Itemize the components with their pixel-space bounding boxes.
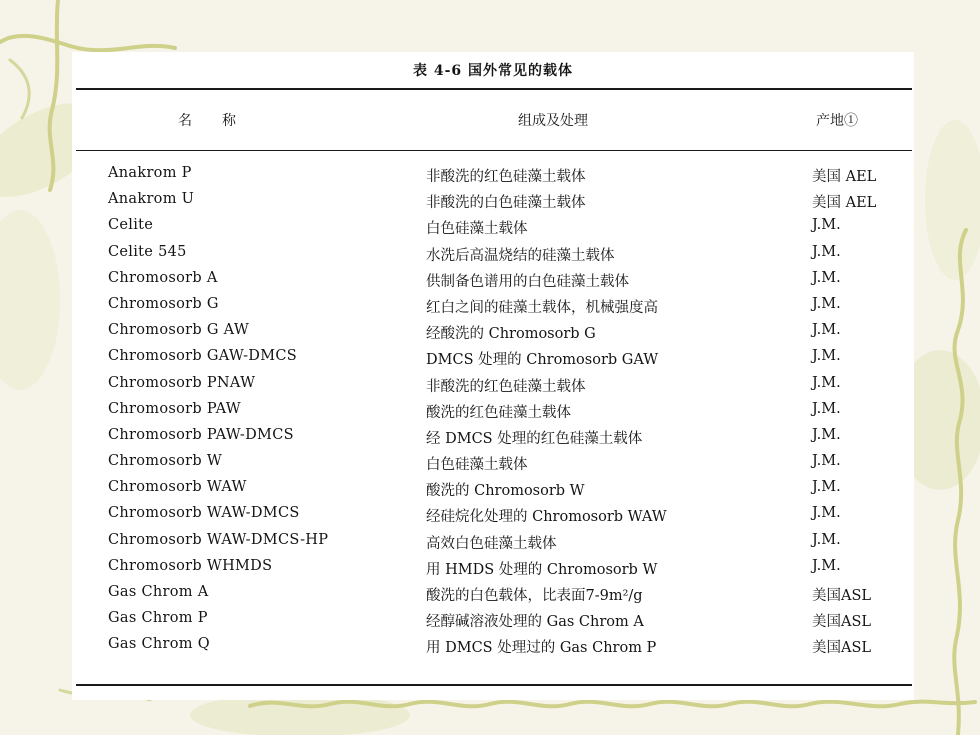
- cell-composition: 红白之间的硅藻土载体，机械强度高: [426, 299, 658, 316]
- cell-origin: J.M.: [812, 348, 841, 365]
- cell-composition: 供制备色谱用的白色硅藻土载体: [426, 273, 629, 290]
- cell-composition: 经酸洗的 Chromosorb G: [426, 326, 596, 343]
- cell-name: Anakrom U: [108, 191, 195, 208]
- cell-origin: J.M.: [812, 426, 841, 443]
- cell-composition: 用 HMDS 处理的 Chromosorb W: [426, 561, 658, 578]
- cell-composition: 经醇碱溶液处理的 Gas Chrom A: [426, 614, 644, 631]
- cell-composition: 酸洗的白色载体，比表面7-9m²/g: [426, 588, 643, 604]
- table-row: [72, 162, 914, 188]
- cell-name: Chromosorb GAW-DMCS: [108, 348, 297, 365]
- cell-name: Chromosorb WAW-DMCS-HP: [108, 531, 329, 548]
- table-caption: 表 4-6 国外常见的载体: [412, 63, 574, 79]
- cell-origin: J.M.: [812, 295, 841, 312]
- cell-name: Chromosorb W: [108, 453, 223, 470]
- leaf-decoration: [925, 120, 980, 280]
- cell-composition: 非酸洗的红色硅藻土载体: [426, 169, 586, 185]
- cell-name: Chromosorb WHMDS: [108, 557, 273, 574]
- table-bottom-rule: [76, 684, 912, 686]
- cell-origin: J.M.: [812, 400, 841, 417]
- table-row: [72, 319, 914, 345]
- cell-origin: 美国 AEL: [812, 195, 877, 212]
- vine-stroke: [10, 60, 29, 118]
- cell-name: Chromosorb PAW: [108, 400, 241, 417]
- cell-origin: J.M.: [812, 479, 841, 496]
- cell-name: Chromosorb WAW: [108, 479, 247, 496]
- cell-composition: DMCS 处理的 Chromosorb GAW: [426, 352, 659, 369]
- cell-composition: 水洗后高温烧结的硅藻土载体: [426, 247, 615, 264]
- table-row: [72, 398, 914, 424]
- cell-composition: 经硅烷化处理的 Chromosorb WAW: [426, 509, 667, 526]
- table-row: [72, 450, 914, 476]
- cell-composition: 白色硅藻土载体: [426, 221, 528, 238]
- cell-origin: J.M.: [812, 322, 841, 339]
- table-row: [72, 476, 914, 502]
- cell-composition: 酸洗的红色硅藻土载体: [426, 404, 571, 421]
- table-row: [72, 633, 914, 659]
- cell-composition: 非酸洗的白色硅藻土载体: [426, 195, 586, 212]
- cell-name: Anakrom P: [108, 165, 192, 181]
- cell-composition: 酸洗的 Chromosorb W: [426, 483, 585, 500]
- table-header-rule: [76, 150, 912, 151]
- table-row: [72, 188, 914, 214]
- table-row: [72, 607, 914, 633]
- table-row: [72, 214, 914, 240]
- cell-origin: 美国 AEL: [812, 169, 877, 185]
- cell-origin: J.M.: [812, 374, 841, 391]
- cell-name: Celite 545: [108, 243, 187, 260]
- table-row: [72, 555, 914, 581]
- table-row: [72, 581, 914, 607]
- table-row: [72, 293, 914, 319]
- table-top-rule: [76, 88, 912, 90]
- cell-origin: 美国ASL: [812, 640, 872, 657]
- cell-origin: J.M.: [812, 557, 841, 574]
- cell-name: Chromosorb PAW-DMCS: [108, 426, 294, 443]
- cell-origin: J.M.: [812, 217, 841, 234]
- cell-origin: J.M.: [812, 243, 841, 260]
- table-page: [72, 52, 914, 700]
- cell-name: Celite: [108, 217, 154, 234]
- cell-origin: 美国ASL: [812, 614, 872, 631]
- header-composition: 组成及处理: [518, 113, 588, 129]
- cell-composition: 经 DMCS 处理的红色硅藻土载体: [426, 430, 643, 447]
- table-body: [72, 162, 914, 660]
- cell-origin: J.M.: [812, 453, 841, 470]
- cell-origin: J.M.: [812, 269, 841, 286]
- table-row: [72, 372, 914, 398]
- cell-composition: 用 DMCS 处理过的 Gas Chrom P: [426, 640, 657, 657]
- cell-composition: 非酸洗的红色硅藻土载体: [426, 378, 586, 395]
- table-row: [72, 529, 914, 555]
- table-row: [72, 424, 914, 450]
- header-origin: 产地①: [816, 113, 858, 129]
- cell-name: Gas Chrom A: [108, 584, 209, 600]
- table-row: [72, 502, 914, 528]
- table-row: [72, 345, 914, 371]
- cell-origin: J.M.: [812, 505, 841, 522]
- table-row: [72, 241, 914, 267]
- cell-composition: 高效白色硅藻土载体: [426, 535, 557, 552]
- leaf-decoration: [0, 210, 60, 390]
- cell-name: Chromosorb WAW-DMCS: [108, 505, 300, 522]
- cell-origin: J.M.: [812, 531, 841, 548]
- cell-name: Gas Chrom Q: [108, 636, 210, 653]
- cell-name: Chromosorb G AW: [108, 322, 250, 339]
- cell-name: Gas Chrom P: [108, 610, 208, 627]
- vine-stroke: [0, 36, 175, 50]
- table-row: [72, 267, 914, 293]
- cell-name: Chromosorb PNAW: [108, 374, 256, 391]
- cell-name: Chromosorb G: [108, 295, 219, 312]
- cell-origin: 美国ASL: [812, 588, 872, 604]
- cell-name: Chromosorb A: [108, 269, 218, 286]
- cell-composition: 白色硅藻土载体: [426, 457, 528, 474]
- header-name: 名称: [178, 113, 266, 129]
